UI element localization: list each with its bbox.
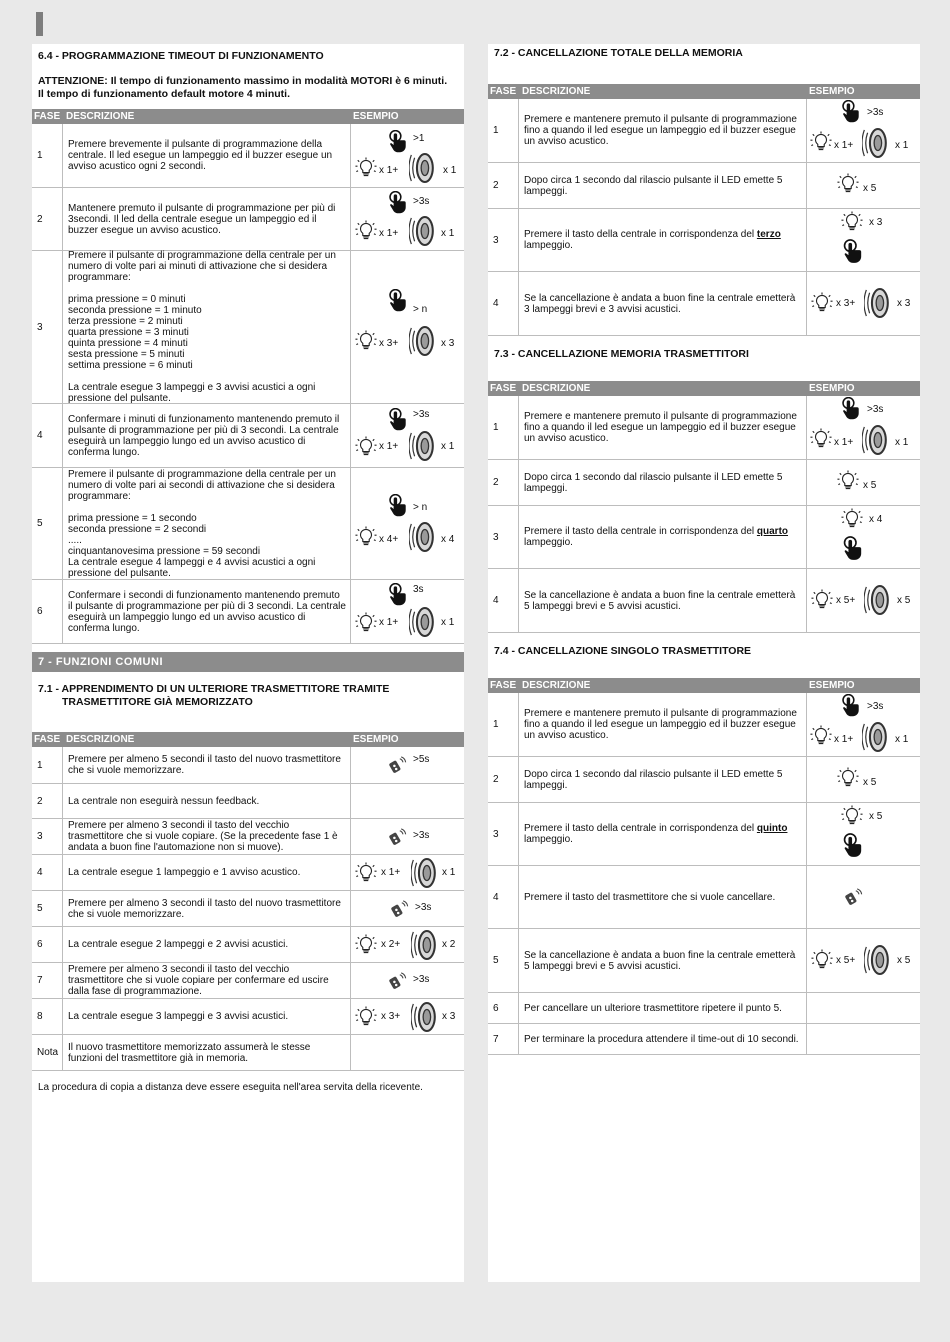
table-row	[488, 99, 920, 163]
example-label-press: >3s	[413, 409, 430, 420]
section-7-4-title: 7.4 - CANCELLAZIONE SINGOLO TRASMETTITORE	[494, 645, 752, 657]
warning-line-2: Il tempo di funzionamento default motore 4 minuti.	[38, 88, 290, 100]
buzzer-icon	[864, 584, 892, 616]
example-label-buzzer: x 2	[442, 939, 456, 950]
section-7-band: 7 - FUNZIONI COMUNI	[32, 652, 464, 672]
description-part: lampeggio.	[524, 834, 573, 845]
hand-press-icon	[388, 408, 408, 432]
header-fase: FASE	[490, 86, 517, 97]
description-text: Premere per almeno 3 secondi il tasto del vecchio trasmettitore che si vuole copiare. (Se la precedente fase 1 è andata a buon fine l'automazione non si muove).	[68, 820, 338, 853]
description-text: La centrale non eseguirà nessun feedback.	[68, 795, 260, 807]
led-bulb-icon	[841, 805, 863, 827]
table-7-3	[488, 381, 920, 633]
example-cell	[351, 747, 464, 783]
led-bulb-icon	[355, 526, 377, 548]
example-label-press: >3s	[867, 107, 884, 118]
example-label-buzzer: x 3	[442, 1011, 456, 1022]
description-highlight: terzo	[756, 229, 781, 240]
buzzer-icon	[409, 325, 437, 357]
example-cell	[807, 929, 920, 992]
description-text: Premere per almeno 3 secondi il tasto del vecchio trasmettitore che si vuole copiare per confermare ed uscire dalla fase di programmazione.	[68, 964, 329, 997]
description-highlight: quarto	[756, 526, 789, 537]
example-cell	[351, 891, 464, 926]
example-label-buzzer: x 1	[895, 734, 909, 745]
table-row	[488, 1024, 920, 1055]
table-row	[488, 163, 920, 209]
buzzer-icon	[409, 152, 437, 184]
description-text: Per cancellare un ulteriore trasmettitore ripetere il punto 5.	[524, 1002, 782, 1014]
buzzer-icon	[409, 215, 437, 247]
description-cell	[63, 963, 351, 998]
example-label-press: >3s	[415, 902, 432, 913]
description-cell	[63, 927, 351, 962]
description-cell	[519, 866, 807, 928]
description-text: Premere il pulsante di programmazione della centrale per un numero di volte pari ai minuti di attivazione che si desidera programmare: prima pressione = 0 minuti seconda pressione = 1 minuto terza pressione = 2 minuti quarta pressione = 3 minuti quinta pressione = 4 minuti sesta pressione = 5 minuti settima pressione = 6 minuti La centrale esegue 3 lampeggi e 3 avvisi acustici a ogni pressione del pulsante.	[68, 250, 336, 404]
fase-cell: 2	[32, 784, 63, 818]
table-row	[488, 272, 920, 336]
fase-cell: 6	[32, 580, 63, 643]
example-label-buzzer: x 1	[443, 165, 457, 176]
buzzer-icon	[411, 857, 439, 889]
hand-press-icon	[841, 694, 861, 718]
fase-cell: Nota	[32, 1035, 63, 1070]
fase-cell: 4	[488, 866, 519, 928]
example-cell	[807, 396, 920, 459]
remote-control-icon	[845, 888, 863, 906]
description-text: Per terminare la procedura attendere il time-out di 10 secondi.	[524, 1033, 799, 1045]
description-cell	[63, 747, 351, 783]
header-fase: FASE	[34, 734, 61, 745]
led-bulb-icon	[355, 1006, 377, 1028]
table-row	[32, 963, 464, 999]
description-cell	[519, 803, 807, 865]
example-label-led: x 3+	[379, 338, 399, 349]
example-label-led: x 1+	[379, 228, 399, 239]
description-cell	[519, 99, 807, 162]
example-label-led: x 4	[869, 514, 883, 525]
example-cell	[807, 569, 920, 632]
table-row	[488, 396, 920, 460]
description-text: Confermare i minuti di funzionamento mantenendo premuto il pulsante di programmazione per più di 3 secondi. La centrale eseguirà un lampeggio lungo ed un avviso acustico di conferma lungo.	[68, 413, 340, 458]
right-column	[488, 44, 920, 1282]
fase-cell: 2	[32, 188, 63, 250]
example-label-led: x 5	[869, 811, 883, 822]
description-text: Premere e mantenere premuto il pulsante di programmazione fino a quando il led esegue un lampeggio ed il buzzer esegue un avviso acustico.	[524, 411, 797, 444]
description-text: Se la cancellazione è andata a buon fine la centrale emetterà 3 lampeggi brevi e 3 avvisi acustici.	[524, 292, 796, 315]
led-bulb-icon	[355, 934, 377, 956]
fase-cell: 5	[32, 468, 63, 579]
description-cell	[519, 993, 807, 1023]
led-bulb-icon	[355, 436, 377, 458]
description-text: Premere per almeno 3 secondi il tasto del nuovo trasmettitore che si vuole memorizzare.	[68, 897, 341, 920]
example-label-press: >1	[413, 133, 425, 144]
example-label-led: x 5+	[836, 595, 856, 606]
example-label-led: x 2+	[381, 939, 401, 950]
example-cell	[351, 188, 464, 250]
example-cell	[351, 468, 464, 579]
buzzer-icon	[409, 521, 437, 553]
led-bulb-icon	[810, 131, 832, 153]
table-row	[32, 404, 464, 468]
table-row	[488, 693, 920, 757]
led-bulb-icon	[841, 508, 863, 530]
example-label-led: x 1+	[834, 140, 854, 151]
example-label-buzzer: x 1	[441, 441, 455, 452]
description-cell	[63, 124, 351, 187]
fase-cell: 3	[488, 506, 519, 568]
fase-cell: 4	[32, 404, 63, 467]
example-cell	[807, 693, 920, 756]
example-cell	[351, 580, 464, 643]
header-fase: FASE	[34, 111, 61, 122]
example-cell	[351, 784, 464, 818]
example-cell	[351, 404, 464, 467]
description-text: Mantenere premuto il pulsante di programmazione per più di 3secondi. Il led della centrale esegue un lampeggio ed il buzzer esegue un avviso acustico.	[68, 202, 336, 236]
example-label-press: >3s	[413, 830, 430, 841]
example-cell	[807, 272, 920, 335]
table-row	[488, 993, 920, 1024]
fase-cell: 1	[488, 693, 519, 756]
fase-cell: 1	[488, 396, 519, 459]
header-descrizione: DESCRIZIONE	[522, 680, 591, 691]
table-7-1	[32, 732, 464, 1071]
buzzer-icon	[864, 287, 892, 319]
table-row	[32, 855, 464, 891]
fase-cell: 5	[32, 891, 63, 926]
led-bulb-icon	[355, 862, 377, 884]
example-cell	[807, 99, 920, 162]
hand-press-icon	[841, 397, 861, 421]
header-descrizione: DESCRIZIONE	[66, 111, 135, 122]
example-label-buzzer: x 1	[895, 437, 909, 448]
table-row	[32, 124, 464, 188]
example-cell	[807, 993, 920, 1023]
example-label-led: x 1+	[834, 437, 854, 448]
description-cell	[519, 757, 807, 802]
example-cell	[807, 803, 920, 865]
example-label-led: x 1+	[379, 617, 399, 628]
section-7-1-title-line-2: TRASMETTITORE GIÀ MEMORIZZATO	[62, 696, 253, 708]
example-label-buzzer: x 1	[441, 617, 455, 628]
buzzer-icon	[862, 721, 890, 753]
example-cell	[351, 927, 464, 962]
table-header	[488, 84, 920, 99]
description-text	[524, 823, 803, 845]
section-7-3-title: 7.3 - CANCELLAZIONE MEMORIA TRASMETTITORI	[494, 348, 749, 360]
example-label-buzzer: x 5	[897, 955, 911, 966]
procedure-note: La procedura di copia a distanza deve essere eseguita nell'area servita della ricevente.	[38, 1082, 423, 1093]
example-cell	[351, 999, 464, 1034]
page-marker	[36, 12, 43, 36]
description-part: Premere il tasto della centrale in corrispondenza del	[524, 526, 757, 537]
table-row	[488, 803, 920, 866]
description-cell	[63, 855, 351, 890]
table-header	[32, 732, 464, 747]
fase-cell: 6	[488, 993, 519, 1023]
description-cell	[63, 999, 351, 1034]
example-cell	[351, 251, 464, 403]
description-text: Premere il tasto del trasmettitore che si vuole cancellare.	[524, 891, 776, 903]
hand-press-icon	[843, 536, 863, 562]
header-esempio: ESEMPIO	[353, 734, 399, 745]
fase-cell: 7	[32, 963, 63, 998]
example-label-press: >3s	[413, 974, 430, 985]
description-cell	[63, 404, 351, 467]
example-label-press: > n	[413, 304, 428, 315]
description-cell	[519, 163, 807, 208]
table-row	[32, 784, 464, 819]
example-label-press: >3s	[413, 196, 430, 207]
table-row	[32, 999, 464, 1035]
led-bulb-icon	[355, 330, 377, 352]
hand-press-icon	[388, 494, 408, 518]
table-row	[32, 891, 464, 927]
table-row	[488, 757, 920, 803]
header-esempio: ESEMPIO	[809, 680, 855, 691]
table-row	[32, 927, 464, 963]
hand-press-icon	[388, 191, 408, 215]
description-cell	[63, 468, 351, 579]
led-bulb-icon	[837, 767, 859, 789]
table-row	[32, 468, 464, 580]
example-cell	[351, 819, 464, 854]
buzzer-icon	[411, 1001, 439, 1033]
fase-cell: 1	[32, 747, 63, 783]
description-cell	[63, 188, 351, 250]
example-label-led: x 5+	[836, 955, 856, 966]
example-cell	[351, 124, 464, 187]
led-bulb-icon	[841, 211, 863, 233]
example-label-buzzer: x 4	[441, 534, 455, 545]
fase-cell: 8	[32, 999, 63, 1034]
example-label-press: > n	[413, 502, 428, 513]
description-text: Premere e mantenere premuto il pulsante di programmazione fino a quando il led esegue un lampeggio ed il buzzer esegue un avviso acustico.	[524, 708, 797, 741]
description-cell	[519, 460, 807, 505]
description-cell	[63, 819, 351, 854]
remote-control-icon	[389, 972, 407, 990]
left-column	[32, 44, 464, 1282]
example-cell	[807, 757, 920, 802]
table-row	[32, 188, 464, 251]
fase-cell: 1	[32, 124, 63, 187]
fase-cell: 6	[32, 927, 63, 962]
led-bulb-icon	[837, 470, 859, 492]
description-text: Se la cancellazione è andata a buon fine la centrale emetterà 5 lampeggi brevi e 5 avvisi acustici.	[524, 949, 796, 972]
fase-cell: 3	[32, 819, 63, 854]
fase-cell: 5	[488, 929, 519, 992]
description-cell	[519, 929, 807, 992]
header-fase: FASE	[490, 680, 517, 691]
fase-cell: 2	[488, 163, 519, 208]
buzzer-icon	[409, 606, 437, 638]
hand-press-icon	[388, 289, 408, 313]
description-cell	[519, 396, 807, 459]
example-cell	[807, 866, 920, 928]
table-row	[488, 866, 920, 929]
description-text	[524, 229, 803, 251]
led-bulb-icon	[355, 612, 377, 634]
example-label-press: 3s	[413, 584, 424, 595]
description-part: lampeggio.	[524, 240, 573, 251]
led-bulb-icon	[837, 173, 859, 195]
example-cell	[351, 963, 464, 998]
table-header	[32, 109, 464, 124]
header-esempio: ESEMPIO	[809, 383, 855, 394]
table-row	[488, 209, 920, 272]
example-label-led: x 1+	[381, 867, 401, 878]
buzzer-icon	[862, 424, 890, 456]
warning-line-1: ATTENZIONE: Il tempo di funzionamento massimo in modalità MOTORI è 6 minuti.	[38, 75, 448, 87]
example-label-led: x 5	[863, 777, 877, 788]
buzzer-icon	[862, 127, 890, 159]
description-text	[524, 526, 803, 548]
led-bulb-icon	[810, 725, 832, 747]
description-text: Dopo circa 1 secondo dal rilascio pulsante il LED emette 5 lampeggi.	[524, 768, 783, 791]
example-label-led: x 1+	[379, 165, 399, 176]
hand-press-icon	[388, 583, 408, 607]
table-row	[32, 251, 464, 404]
example-label-led: x 3+	[836, 298, 856, 309]
fase-cell: 1	[488, 99, 519, 162]
buzzer-icon	[411, 929, 439, 961]
example-label-buzzer: x 3	[441, 338, 455, 349]
description-text: La centrale esegue 3 lampeggi e 3 avvisi acustici.	[68, 1011, 289, 1022]
description-cell	[519, 569, 807, 632]
description-text: Dopo circa 1 secondo dal rilascio pulsante il LED emette 5 lampeggi.	[524, 471, 783, 494]
example-label-led: x 5	[863, 183, 877, 194]
table-row	[488, 929, 920, 993]
example-label-buzzer: x 5	[897, 595, 911, 606]
description-highlight: quinto	[756, 823, 788, 834]
description-text: Premere e mantenere premuto il pulsante di programmazione fino a quando il led esegue un lampeggio ed il buzzer esegue un avviso acustico.	[524, 114, 797, 147]
example-label-led: x 1+	[379, 441, 399, 452]
table-row	[32, 819, 464, 855]
example-cell	[807, 209, 920, 271]
example-cell	[807, 1024, 920, 1054]
fase-cell: 7	[488, 1024, 519, 1054]
fase-cell: 2	[488, 757, 519, 802]
description-text: Confermare i secondi di funzionamento mantenendo premuto il pulsante di programmazione per più di 3 secondi. La centrale eseguirà un lampeggio lungo ed un avviso acustico di conferma lungo.	[68, 589, 346, 634]
description-text: Il nuovo trasmettitore memorizzato assumerà le stesse funzioni del trasmettitore già in memoria.	[68, 1041, 311, 1064]
table-header	[488, 678, 920, 693]
example-cell	[351, 855, 464, 890]
fase-cell: 3	[488, 209, 519, 271]
description-cell	[63, 891, 351, 926]
example-label-buzzer: x 1	[441, 228, 455, 239]
description-cell	[63, 251, 351, 403]
description-text: La centrale esegue 1 lampeggio e 1 avviso acustico.	[68, 867, 301, 878]
fase-cell: 4	[488, 272, 519, 335]
remote-control-icon	[389, 756, 407, 774]
description-text: Premere brevemente il pulsante di programmazione della centrale. Il led esegue un lampeggio ed il buzzer esegue un avviso acustico ogni 2 secondi.	[68, 139, 333, 172]
header-descrizione: DESCRIZIONE	[522, 383, 591, 394]
section-6-4-title: 6.4 - PROGRAMMAZIONE TIMEOUT DI FUNZIONAMENTO	[38, 50, 324, 62]
example-label-led: x 3+	[381, 1011, 401, 1022]
table-7-4	[488, 678, 920, 1055]
table-6-4	[32, 109, 464, 644]
description-text: Premere per almeno 5 secondi il tasto del nuovo trasmettitore che si vuole memorizzare.	[68, 754, 341, 776]
hand-press-icon	[843, 239, 863, 265]
led-bulb-icon	[811, 949, 833, 971]
hand-press-icon	[388, 130, 408, 154]
header-esempio: ESEMPIO	[809, 86, 855, 97]
table-row	[488, 460, 920, 506]
example-label-buzzer: x 3	[897, 298, 911, 309]
led-bulb-icon	[811, 292, 833, 314]
fase-cell: 4	[32, 855, 63, 890]
description-cell	[63, 1035, 351, 1070]
table-row	[488, 569, 920, 633]
header-esempio: ESEMPIO	[353, 111, 399, 122]
description-cell	[63, 580, 351, 643]
example-label-led: x 5	[863, 480, 877, 491]
description-cell	[519, 209, 807, 271]
table-7-2	[488, 84, 920, 336]
table-row	[32, 747, 464, 784]
example-label-led: x 4+	[379, 534, 399, 545]
header-descrizione: DESCRIZIONE	[66, 734, 135, 745]
example-label-press: >5s	[413, 754, 430, 765]
example-label-led: x 3	[869, 217, 883, 228]
fase-cell: 3	[32, 251, 63, 403]
section-7-1-title-line-1: 7.1 - APPRENDIMENTO DI UN ULTERIORE TRASMETTITORE TRAMITE	[38, 683, 390, 695]
remote-control-icon	[389, 828, 407, 846]
description-text: La centrale esegue 2 lampeggi e 2 avvisi acustici.	[68, 939, 289, 950]
header-descrizione: DESCRIZIONE	[522, 86, 591, 97]
description-cell	[519, 693, 807, 756]
example-label-led: x 1+	[834, 734, 854, 745]
fase-cell: 2	[488, 460, 519, 505]
fase-cell: 3	[488, 803, 519, 865]
remote-control-icon	[391, 900, 409, 918]
description-text: Premere il pulsante di programmazione della centrale per un numero di volte pari ai secondi di attivazione che si desidera programmare: prima pressione = 1 secondo seconda pressione = 2 secondi ..... cinquantanovesima pressione = 59 secondi La centrale esegue 4 lampeggi e 4 avvisi acustici a ogni pressione del pulsante.	[68, 468, 336, 579]
led-bulb-icon	[355, 220, 377, 242]
header-fase: FASE	[490, 383, 517, 394]
description-cell	[519, 1024, 807, 1054]
description-text: Se la cancellazione è andata a buon fine la centrale emetterà 5 lampeggi brevi e 5 avvisi acustici.	[524, 589, 796, 612]
section-7-2-title: 7.2 - CANCELLAZIONE TOTALE DELLA MEMORIA	[494, 47, 743, 59]
led-bulb-icon	[355, 157, 377, 179]
description-part: Premere il tasto della centrale in corrispondenza del	[524, 823, 757, 834]
example-label-press: >3s	[867, 404, 884, 415]
example-label-buzzer: x 1	[895, 140, 909, 151]
description-cell	[63, 784, 351, 818]
hand-press-icon	[843, 833, 863, 859]
description-part: lampeggio.	[524, 537, 573, 548]
description-text: Dopo circa 1 secondo dal rilascio pulsante il LED emette 5 lampeggi.	[524, 174, 783, 197]
led-bulb-icon	[811, 589, 833, 611]
example-cell	[807, 506, 920, 568]
example-cell	[807, 163, 920, 208]
led-bulb-icon	[810, 428, 832, 450]
example-label-buzzer: x 1	[442, 867, 456, 878]
description-cell	[519, 272, 807, 335]
table-row	[488, 506, 920, 569]
table-row	[32, 580, 464, 644]
example-cell	[351, 1035, 464, 1070]
fase-cell: 4	[488, 569, 519, 632]
description-part: Premere il tasto della centrale in corrispondenza del	[524, 229, 757, 240]
table-header	[488, 381, 920, 396]
table-row	[32, 1035, 464, 1071]
example-cell	[807, 460, 920, 505]
buzzer-icon	[409, 430, 437, 462]
hand-press-icon	[841, 100, 861, 124]
buzzer-icon	[864, 944, 892, 976]
example-label-press: >3s	[867, 701, 884, 712]
description-cell	[519, 506, 807, 568]
